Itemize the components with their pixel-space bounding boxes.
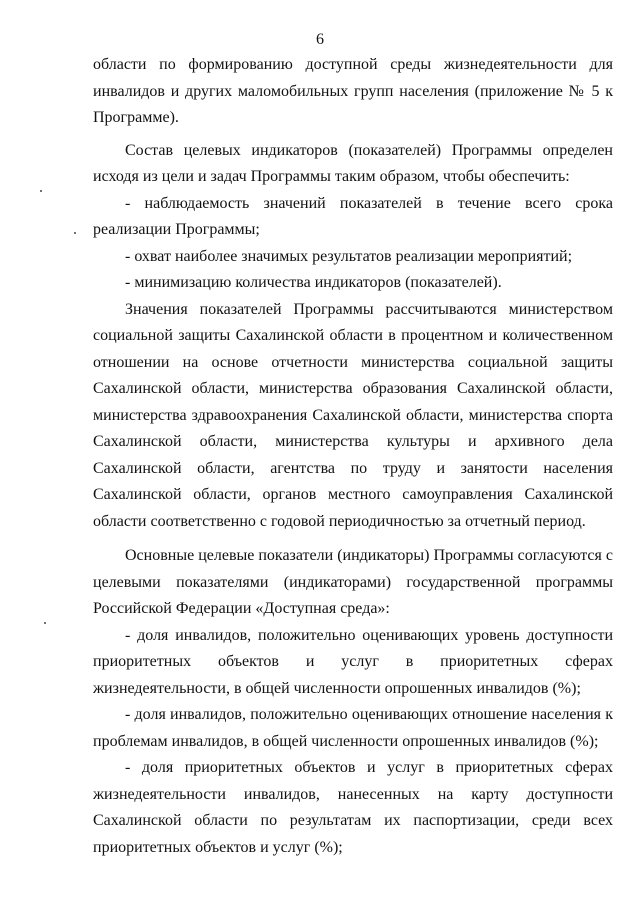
paragraph-indicator-values: Значения показателей Программы рассчитываются министерством социальной защиты Сахалинской области в процентном и количественном отношении на основе отчетности министерства социальной защиты Сахалинской области, министерства образования Сахалинской области, министерства здравоохранения Сахалинской области, министерства спорта Сахалинской области, министерства культуры и архивного дела Сахалинской области, агентства по труду и занятости населения Сахалинской области, органов местного самоуправления Сахалинской области соответственно с годовой периодичностью за отчетный период. [93,300,613,530]
scan-speck [74,232,76,234]
scan-speck [40,190,42,192]
paragraph-continuation: области по формированию доступной среды жизнедеятельности для инвалидов и других маломобильных групп населения (приложение № 5 к Программе). [93,56,613,126]
list-item-coverage: - охват наиболее значимых результатов реализации мероприятий; [125,247,573,265]
page-number: 6 [316,31,324,48]
scan-speck [44,622,46,624]
list-item-attitude-share: - доля инвалидов, положительно оценивающих отношение населения к проблемам инвалидов, в общей численности опрошенных инвалидов (%); [93,706,613,750]
list-item-mapped-objects-share: - доля приоритетных объектов и услуг в приоритетных сферах жизнедеятельности инвалидов, нанесенных на карту доступности Сахалинской области по результатам их паспортизации, среди всех приоритетных объектов и услуг (%); [93,759,613,856]
document-body [93,52,613,861]
list-item-observability: - наблюдаемость значений показателей в течение всего срока реализации Программы; [93,194,613,238]
list-item-accessibility-share: - доля инвалидов, положительно оценивающих уровень доступности приоритетных объектов и услуг в приоритетных сферах жизнедеятельности, в общей численности опрошенных инвалидов (%); [93,626,613,697]
paragraph-indicators-composition: Состав целевых индикаторов (показателей) Программы определен исходя из цели и задач Программы таким образом, чтобы обеспечить: [93,141,613,185]
list-item-minimization: - минимизацию количества индикаторов (показателей). [125,274,502,291]
paragraph-main-indicators: Основные целевые показатели (индикаторы) Программы согласуются с целевыми показателями (индикаторами) государственной программы Российской Федерации «Доступная среда»: [93,547,613,617]
